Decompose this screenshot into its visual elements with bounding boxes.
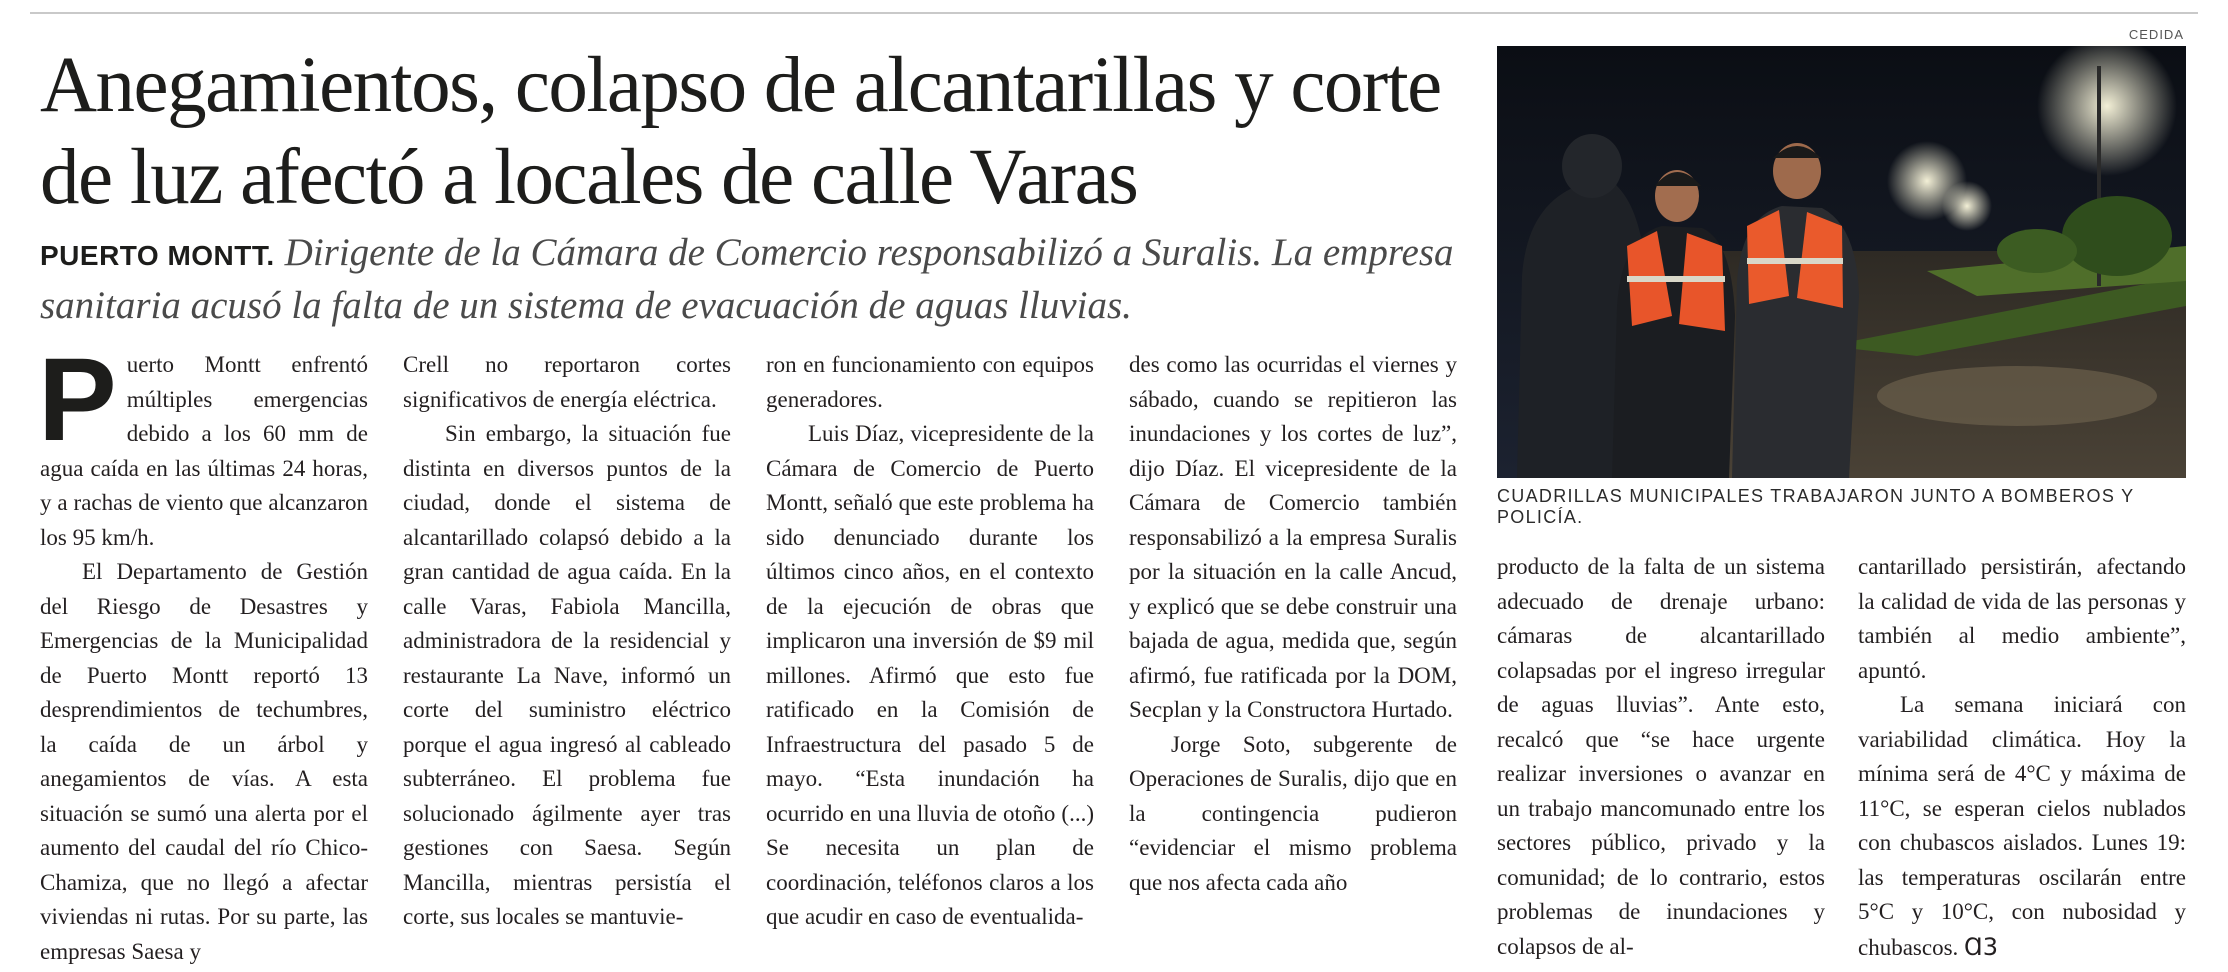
deck: [40, 228, 1480, 331]
photo-illustration: [1497, 46, 2186, 478]
article-column-6: [1858, 550, 2186, 961]
paragraph-text: uerto Montt enfrentó múltiples emergencias debido a los 60 mm de agua caída en las últimas 24 horas, y a rachas de viento que alcanzaron los 95 km/h.: [40, 352, 368, 550]
paragraph-text: La semana iniciará con variabilidad climática. Hoy la mínima será de 4°C y máxima de 11°C, se esperan cielos nublados con chubascos aislados. Lunes 19: las temperaturas oscilarán entre 5°C y 10°C, con nubosidad y chubascos.: [1858, 692, 2186, 960]
end-mark-icon: Ɑ3: [1964, 932, 1999, 961]
paragraph: Sin embargo, la situación fue distinta en diversos puntos de la ciudad, donde el sistema de alcantarillado colapsó debido a la gran cantidad de agua caída. En la calle Varas, Fabiola Mancilla, administradora de la residencial y restaurante La Nave, informó un corte del suministro eléctrico porque el agua ingresó al cableado subterráneo. El problema fue solucionado ágilmente ayer tras gestiones con Saesa. Según Mancilla, mientras persistía el corte, sus locales se mantuvie-: [403, 421, 731, 929]
top-rule: [30, 12, 2198, 14]
photo-credit: CEDIDA: [2128, 27, 2184, 42]
article-column-3: [766, 348, 1094, 948]
paragraph: des como las ocurridas el viernes y sábado, cuando se repitieron las inundaciones y los cortes de luz”, dijo Díaz. El vicepresidente de la Cámara de Comercio también responsabilizó a la empresa Suralis por la situación en la calle Ancud, y explicó que se debe construir una bajada de agua, medida que, según afirmó, fue ratificada por la DOM, Secplan y la Constructora Hurtado.: [1129, 352, 1457, 722]
headline: Anegamientos, colapso de alcantarillas y corte de luz afectó a locales de calle Varas: [40, 42, 1441, 221]
article-column-5: [1497, 550, 1825, 959]
paragraph: Luis Díaz, vicepresidente de la Cámara de Comercio de Puerto Montt, señaló que este problema ha sido denunciado durante los últimos cinco años, en el contexto de la ejecución de obras que implicaron una inversión de $9 mil millones. Afirmó que esto fue ratificado en la Comisión de Infraestructura del pasado 5 de mayo. “Esta inundación ha ocurrido en una lluvia de otoño (...) Se necesita un plan de coordinación, teléfonos claros a los que acudir en caso de eventualida-: [766, 421, 1094, 929]
paragraph: producto de la falta de un sistema adecuado de drenaje urbano: cámaras de alcantarillado colapsadas por el ingreso irregular de aguas lluvias”. Ante esto, recalcó que “se hace urgente realizar inversiones o avanzar en un trabajo mancomunado entre los sectores público, privado y la comunidad; de lo contrario, estos problemas de inundaciones y colapsos de al-: [1497, 554, 1825, 959]
paragraph: ron en funcionamiento con equipos generadores.: [766, 352, 1094, 412]
deck-text: Dirigente de la Cámara de Comercio responsabilizó a Suralis. La empresa sanitaria acusó la falta de un sistema de evacuación de aguas lluvias.: [40, 231, 1454, 327]
dateline-location: PUERTO MONTT.: [40, 240, 275, 271]
paragraph: [1858, 688, 2186, 965]
paragraph: [38, 334, 368, 555]
photo-caption: CUADRILLAS MUNICIPALES TRABAJARON JUNTO A BOMBEROS Y POLICÍA.: [1497, 486, 2135, 527]
paragraph: cantarillado persistirán, afectando la calidad de vida de las personas y también al medio ambiente”, apuntó.: [1858, 554, 2186, 683]
paragraph: Crell no reportaron cortes significativos de energía eléctrica.: [403, 352, 731, 412]
news-photo: [1497, 46, 2186, 478]
paragraph: El Departamento de Gestión del Riesgo de Desastres y Emergencias de la Municipalidad de Puerto Montt reportó 13 desprendimientos de techumbres, la caída de un árbol y anegamientos de vías. A esta situación se sumó una alerta por el aumento del caudal del río Chico-Chamiza, que no llegó a afectar viviendas ni rutas. Por su parte, las empresas Saesa y: [40, 559, 368, 964]
article-column-1: [38, 334, 368, 964]
paragraph: Jorge Soto, subgerente de Operaciones de Suralis, dijo que en la contingencia pudieron “evidenciar el mismo problema que nos afecta cada año: [1129, 731, 1457, 895]
article-column-4: [1129, 348, 1457, 948]
article-column-2: [403, 348, 731, 948]
drop-cap: P: [38, 334, 117, 466]
